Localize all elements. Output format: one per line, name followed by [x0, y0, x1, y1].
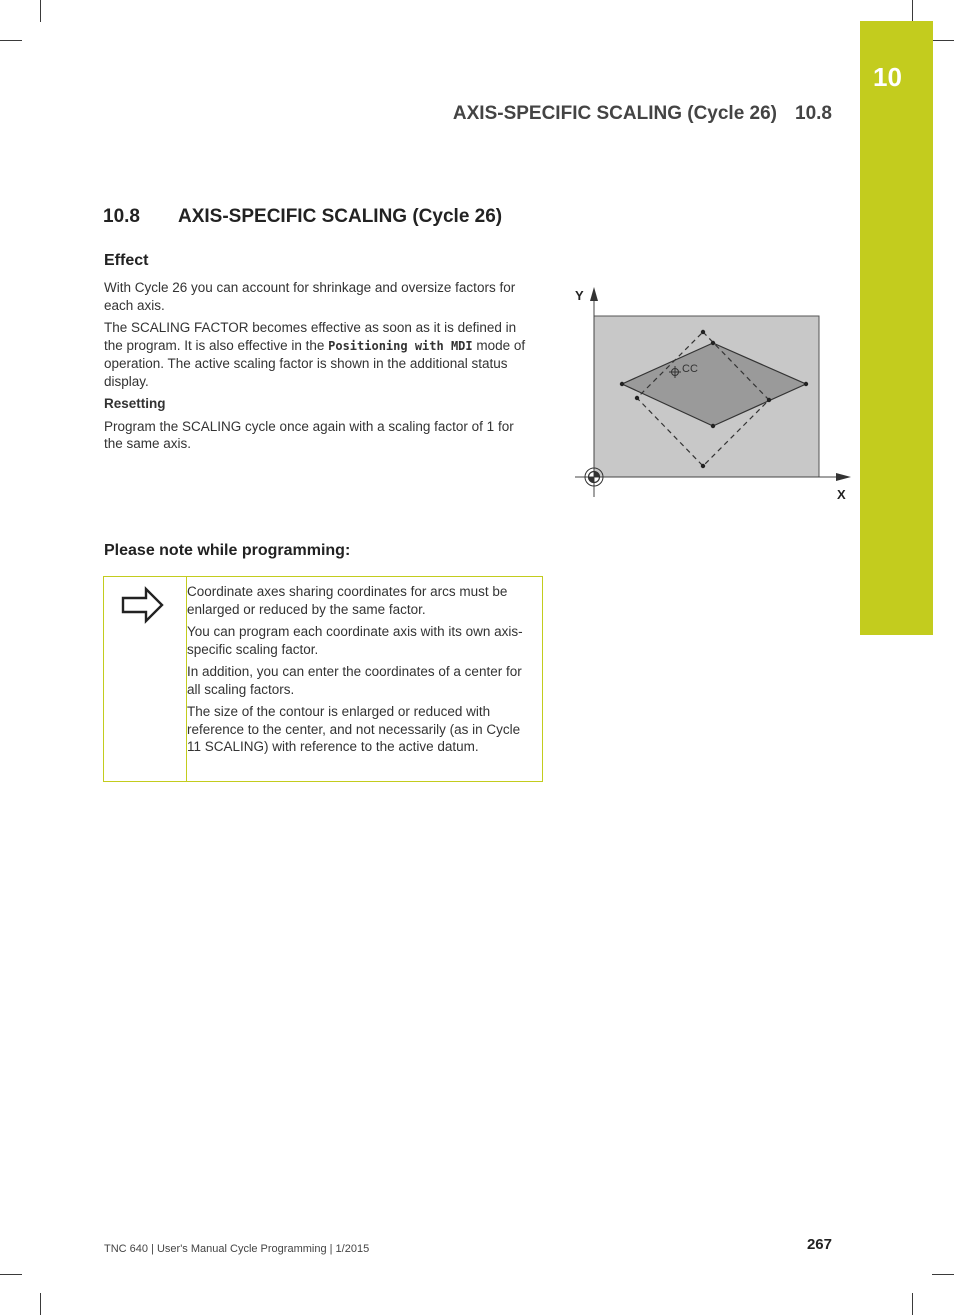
resetting-heading: Resetting — [104, 396, 166, 411]
para-text: The SCALING FACTOR becomes effective as soon as it is defined in the program. It is also effective in the — [104, 320, 517, 353]
crop-mark — [40, 0, 41, 22]
effect-heading: Effect — [104, 252, 149, 269]
scaled-point — [701, 330, 705, 334]
contour-point — [804, 382, 808, 386]
note-item: The size of the contour is enlarged or reduced with reference to the center, and not necessarily (as in Cycle 11 SCALING) with reference to the active datum. — [187, 704, 521, 754]
scaled-point — [635, 396, 639, 400]
resetting-text: Program the SCALING cycle once again with a scaling factor of 1 for the same axis. — [104, 418, 514, 451]
scaled-point — [767, 398, 771, 402]
note-item: In addition, you can enter the coordinates of a center for all scaling factors. — [187, 664, 522, 697]
section-title-text: AXIS-SPECIFIC SCALING (Cycle 26) — [178, 206, 503, 227]
crop-mark — [0, 1274, 22, 1275]
y-axis-arrow — [590, 287, 598, 301]
note-item: You can program each coordinate axis with its own axis-specific scaling factor. — [187, 624, 523, 657]
crop-mark — [932, 40, 954, 41]
mdi-mode-name: Positioning with MDI — [328, 338, 473, 353]
chapter-tab — [860, 21, 933, 635]
running-header — [453, 103, 832, 125]
crop-mark — [912, 1293, 913, 1315]
note-heading: Please note while programming: — [104, 542, 351, 559]
effect-para-2 — [104, 319, 536, 390]
contour-point — [711, 424, 715, 428]
section-number: 10.8 — [103, 206, 140, 227]
note-text — [187, 583, 537, 761]
running-header-number: 10.8 — [795, 103, 832, 124]
crop-mark — [912, 0, 913, 22]
running-header-title: AXIS-SPECIFIC SCALING (Cycle 26) — [452, 103, 778, 124]
cc-label: CC — [682, 363, 698, 375]
x-axis-arrow — [836, 473, 851, 481]
page-number: 267 — [806, 1236, 832, 1253]
note-arrow-icon — [120, 585, 166, 625]
effect-body — [104, 279, 536, 458]
note-item: Coordinate axes sharing coordinates for arcs must be enlarged or reduced by the same factor. — [187, 584, 508, 617]
contour-point — [711, 341, 715, 345]
effect-para-1: With Cycle 26 you can account for shrinkage and oversize factors for each axis. — [104, 280, 516, 313]
chapter-number: 10 — [873, 62, 902, 92]
scaling-figure — [570, 280, 860, 510]
x-axis-label: X — [837, 487, 846, 502]
crop-mark — [40, 1293, 41, 1315]
section-title — [103, 206, 502, 228]
footer-text: TNC 640 | User's Manual Cycle Programming | 1/2015 — [104, 1243, 370, 1255]
y-axis-label: Y — [575, 288, 584, 303]
para-text: mode of operation. The active scaling factor is shown in the additional status display. — [104, 337, 526, 389]
scaled-point — [701, 464, 705, 468]
crop-mark — [0, 40, 22, 41]
note-box — [103, 576, 543, 782]
contour-point — [620, 382, 624, 386]
crop-mark — [932, 1274, 954, 1275]
